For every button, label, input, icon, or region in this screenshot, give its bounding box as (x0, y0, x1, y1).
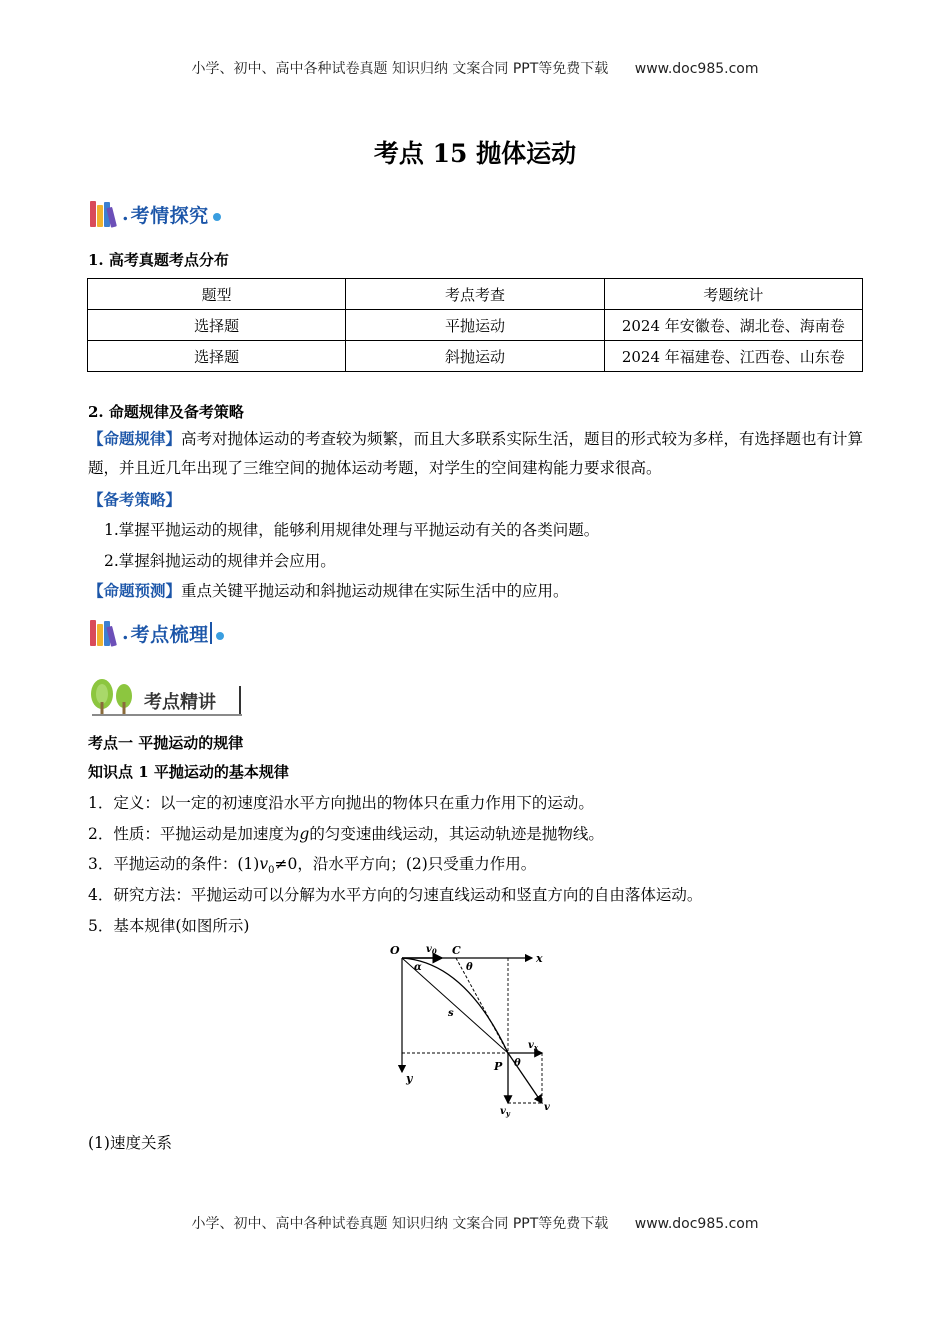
section1-heading: 1. 高考真题考点分布 (88, 251, 229, 269)
list-item: (1)速度关系 (88, 1134, 172, 1152)
banner-point-review: . 考点梳理 (90, 617, 224, 649)
header-text: 小学、初中、高中各种试卷真题 知识归纳 文案合同 PPT等免费下载 (191, 61, 609, 77)
point1-heading: 考点一 平抛运动的规律 (88, 734, 244, 752)
label-s: s (448, 1008, 454, 1019)
strategy-item: 2.掌握斜抛运动的规律并会应用。 (104, 552, 336, 570)
list-item: 4．研究方法：平抛运动可以分解为水平方向的匀速直线运动和竖直方向的自由落体运动。 (88, 886, 703, 904)
table-header-row (88, 279, 863, 310)
banner-label: 考情探究 (130, 204, 209, 227)
label-C: C (452, 944, 461, 957)
predict-text: 重点关键平抛运动和斜抛运动规律在实际生活中的应用。 (181, 582, 569, 600)
page-header (0, 58, 950, 78)
text-span: 的匀变速曲线运动，其运动轨迹是抛物线。 (309, 825, 604, 843)
predict-line (88, 579, 569, 601)
dot-icon (216, 632, 224, 640)
label-v0: $v_0$ (426, 944, 437, 956)
banner-label: 考点梳理 (130, 623, 209, 646)
v0-subscript: 0 (268, 865, 275, 877)
knowledge-heading: 知识点 1 平抛运动的基本规律 (88, 763, 289, 781)
rule-paragraph (88, 424, 868, 483)
table-cell: 2024 年福建卷、江西卷、山东卷 (604, 341, 862, 372)
table-cell: 选择题 (88, 310, 346, 341)
text-span: 3．平抛运动的条件：(1) (88, 855, 260, 873)
label-theta2: θ (514, 1058, 521, 1069)
table-cell: 2024 年安徽卷、湖北卷、海南卷 (604, 310, 862, 341)
strategy-tag-line (88, 488, 181, 510)
label-y: y (406, 1072, 413, 1085)
list-item: 1．定义：以一定的初速度沿水平方向抛出的物体只在重力作用下的运动。 (88, 794, 594, 812)
label-x: x (536, 952, 543, 965)
predict-tag: 【命题预测】 (88, 581, 182, 600)
label-alpha: α (414, 962, 422, 973)
strategy-item: 1.掌握平抛运动的规律，能够利用规律处理与平抛运动有关的各类问题。 (104, 521, 600, 539)
projectile-figure (390, 940, 560, 1120)
exam-distribution-table (87, 278, 863, 372)
label-vx: $v_x$ (528, 1040, 538, 1052)
table-row (88, 310, 863, 341)
rule-tag: 【命题规律】 (88, 429, 182, 448)
tangent-line (456, 958, 508, 1053)
label-vy: $v_y$ (500, 1106, 510, 1118)
label-O: O (390, 944, 400, 957)
label-P: P (494, 1060, 503, 1073)
table-cell: 斜抛运动 (346, 341, 604, 372)
books-icon (90, 620, 118, 646)
list-item (88, 852, 536, 876)
footer-text: 小学、初中、高中各种试卷真题 知识归纳 文案合同 PPT等免费下载 (191, 1216, 609, 1232)
strategy-tag: 【备考策略】 (88, 490, 182, 509)
label-theta1: θ (466, 962, 473, 973)
page-title: 考点 15 抛体运动 (373, 139, 577, 168)
books-icon (90, 201, 118, 227)
table-header-cell: 考题统计 (604, 279, 862, 310)
list-item: 5．基本规律(如图所示) (88, 917, 250, 935)
header-url[interactable]: www.doc985.com (634, 61, 759, 77)
banner-label: 考点精讲 (144, 692, 216, 713)
section2-heading: 2. 命题规律及备考策略 (88, 403, 244, 421)
page-footer (0, 1213, 950, 1233)
table-header-cell: 题型 (88, 279, 346, 310)
rule-text: 高考对抛体运动的考查较为频繁，而且大多联系实际生活，题目的形式较为多样，有选择题也有计算题，并且近几年出现了三维空间的抛体运动考题，对学生的空间建构能力要求很高。 (88, 430, 864, 477)
dot-icon (213, 213, 221, 221)
table-cell: 选择题 (88, 341, 346, 372)
list-item (88, 822, 604, 844)
g-symbol: g (299, 825, 310, 843)
footer-url[interactable]: www.doc985.com (634, 1216, 759, 1232)
table-row (88, 341, 863, 372)
table-cell: 平抛运动 (346, 310, 604, 341)
text-span: 2．性质：平抛运动是加速度为 (88, 825, 300, 843)
banner-point-lecture (88, 676, 248, 720)
banner-exam-analysis: . 考情探究 (90, 198, 221, 230)
v0-symbol: v (259, 855, 269, 873)
text-span: ≠0，沿水平方向；(2)只受重力作用。 (274, 855, 537, 873)
table-header-cell: 考点考查 (346, 279, 604, 310)
label-v: v (544, 1102, 550, 1113)
